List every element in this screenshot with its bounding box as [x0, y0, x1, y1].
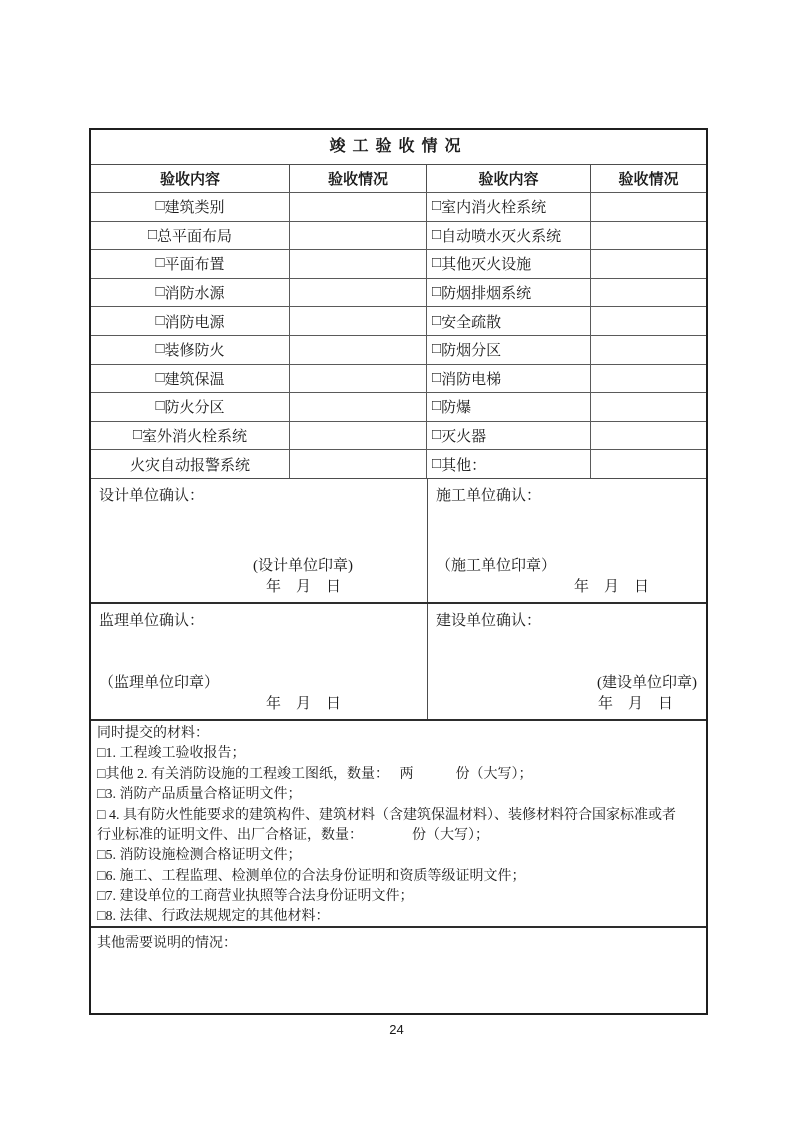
item-cell — [426, 450, 590, 478]
checkbox-icon: □ — [147, 226, 158, 243]
item-cell — [91, 250, 289, 278]
status-cell — [289, 422, 426, 450]
item-cell — [91, 222, 289, 250]
seal-note: (设计单位印章) — [253, 557, 353, 574]
item-cell — [426, 307, 590, 335]
material-line: □5. 消防设施检测合格证明文件； — [97, 848, 302, 864]
status-cell — [289, 307, 426, 335]
checklist-rows — [91, 192, 706, 478]
date-line: 年 月 日 — [597, 695, 673, 712]
status-cell — [289, 365, 426, 393]
supervision-unit-confirmation-cell — [91, 604, 428, 719]
material-line: □7. 建设单位的工商营业执照等合法身份证明文件； — [97, 889, 414, 905]
item-label: 建筑类别 — [164, 200, 225, 217]
item-cell — [426, 193, 590, 221]
date-line: 年 月 日 — [573, 578, 649, 595]
status-cell — [590, 307, 706, 335]
material-line: 行业标准的证明文件、出厂合格证，数量： 份（大写）； — [97, 827, 489, 843]
item-cell — [426, 250, 590, 278]
table-row — [91, 306, 706, 335]
materials-heading: 同时提交的材料： — [97, 725, 209, 741]
item-label: 火灾自动报警系统 — [129, 457, 250, 474]
notes-label: 其他需要说明的情况： — [97, 935, 237, 951]
item-label: 自动喷水灭火系统 — [441, 228, 562, 245]
seal-note: （监理单位印章） — [99, 674, 220, 691]
page-number: 24 — [389, 1022, 404, 1037]
item-label: 总平面布局 — [157, 228, 233, 245]
material-line: □其他 2. 有关消防设施的工程竣工图纸，数量： 两 份（大写）； — [97, 766, 533, 782]
table-row — [91, 192, 706, 221]
item-cell — [91, 450, 289, 478]
confirmation-label: 监理单位确认： — [99, 612, 205, 629]
status-cell — [590, 450, 706, 478]
checkbox-icon: □ — [155, 198, 165, 215]
checkbox-icon: □ — [132, 427, 143, 444]
confirmation-label: 施工单位确认： — [436, 487, 542, 504]
checkbox-icon: □ — [155, 284, 165, 301]
material-line: □8. 法律、行政法规规定的其他材料： — [97, 909, 330, 925]
checkbox-icon: □ — [432, 398, 442, 415]
status-cell — [289, 393, 426, 421]
checkbox-icon: □ — [155, 312, 165, 329]
item-label: 建筑保温 — [164, 371, 225, 388]
item-label: 防烟排烟系统 — [441, 286, 532, 303]
table-row — [91, 221, 706, 250]
checkbox-icon: □ — [155, 369, 165, 386]
checkbox-icon: □ — [155, 398, 165, 415]
confirmation-label: 建设单位确认： — [436, 612, 542, 629]
item-cell — [91, 193, 289, 221]
date-line: 年 月 日 — [265, 578, 341, 595]
table-row — [91, 392, 706, 421]
construction-unit-confirmation-cell — [428, 479, 706, 602]
checkbox-icon: □ — [432, 369, 442, 386]
status-cell — [590, 279, 706, 307]
table-row — [91, 249, 706, 278]
checkbox-icon: □ — [155, 255, 165, 272]
item-label: 防爆 — [441, 400, 472, 417]
item-label: 装修防火 — [164, 343, 225, 360]
header-row — [91, 164, 706, 192]
status-cell — [289, 250, 426, 278]
checkbox-icon: □ — [432, 226, 442, 243]
checkbox-icon: □ — [432, 341, 442, 358]
completion-acceptance-table — [89, 128, 708, 1015]
item-cell — [426, 336, 590, 364]
status-cell — [590, 250, 706, 278]
item-label: 其他： — [441, 457, 487, 474]
checkbox-icon: □ — [432, 455, 442, 472]
column-header-content-right: 验收内容 — [426, 165, 590, 192]
item-label: 消防水源 — [164, 286, 225, 303]
confirmation-label: 设计单位确认： — [99, 487, 205, 504]
item-cell — [91, 307, 289, 335]
status-cell — [590, 222, 706, 250]
item-cell — [91, 422, 289, 450]
status-cell — [590, 193, 706, 221]
item-cell — [91, 393, 289, 421]
status-cell — [289, 193, 426, 221]
item-cell — [426, 279, 590, 307]
item-cell — [91, 336, 289, 364]
status-cell — [289, 222, 426, 250]
confirmation-row-2 — [91, 602, 706, 719]
design-unit-confirmation-cell — [91, 479, 428, 602]
status-cell — [289, 336, 426, 364]
other-notes-section — [91, 926, 706, 1013]
item-label: 室外消火栓系统 — [142, 429, 248, 446]
checkbox-icon: □ — [155, 341, 165, 358]
material-line: □3. 消防产品质量合格证明文件； — [97, 787, 302, 803]
status-cell — [289, 279, 426, 307]
checkbox-icon: □ — [432, 198, 442, 215]
table-row — [91, 421, 706, 450]
column-header-content-left: 验收内容 — [159, 172, 220, 188]
material-line: □ 4. 具有防火性能要求的建筑构件、建筑材料（含建筑保温材料）、装修材料符合国家标准或者 — [97, 807, 676, 823]
item-label: 防烟分区 — [441, 343, 502, 360]
column-header-status-left: 验收情况 — [289, 165, 426, 192]
item-cell — [426, 222, 590, 250]
item-label: 室内消火栓系统 — [441, 200, 547, 217]
item-label: 灭火器 — [441, 429, 487, 446]
status-cell — [590, 336, 706, 364]
item-cell — [91, 365, 289, 393]
item-cell — [426, 365, 590, 393]
item-label: 安全疏散 — [441, 314, 502, 331]
status-cell — [590, 393, 706, 421]
confirmation-row-1 — [91, 478, 706, 602]
status-cell — [590, 365, 706, 393]
status-cell — [289, 450, 426, 478]
status-cell — [590, 422, 706, 450]
table-row — [91, 449, 706, 478]
item-label: 消防电源 — [164, 314, 225, 331]
table-row — [91, 278, 706, 307]
owner-unit-confirmation-cell — [428, 604, 706, 719]
table-title: 竣工验收情况 — [329, 138, 468, 155]
checkbox-icon: □ — [432, 312, 442, 329]
submitted-materials-section — [91, 719, 706, 926]
table-row — [91, 364, 706, 393]
checkbox-icon: □ — [432, 427, 442, 444]
material-line: □6. 施工、工程监理、检测单位的合法身份证明和资质等级证明文件； — [97, 868, 526, 884]
item-cell — [426, 422, 590, 450]
material-line: □1. 工程竣工验收报告； — [97, 746, 246, 762]
seal-note: (建设单位印章) — [597, 674, 697, 691]
column-header-status-right: 验收情况 — [590, 165, 706, 192]
seal-note: （施工单位印章） — [436, 557, 557, 574]
item-cell — [426, 393, 590, 421]
table-row — [91, 335, 706, 364]
item-label: 防火分区 — [164, 400, 225, 417]
checkbox-icon: □ — [432, 284, 442, 301]
date-line: 年 月 日 — [265, 695, 341, 712]
item-label: 平面布置 — [164, 257, 225, 274]
checkbox-icon: □ — [432, 255, 442, 272]
item-label: 消防电梯 — [441, 371, 502, 388]
item-label: 其他灭火设施 — [441, 257, 532, 274]
item-cell — [91, 279, 289, 307]
